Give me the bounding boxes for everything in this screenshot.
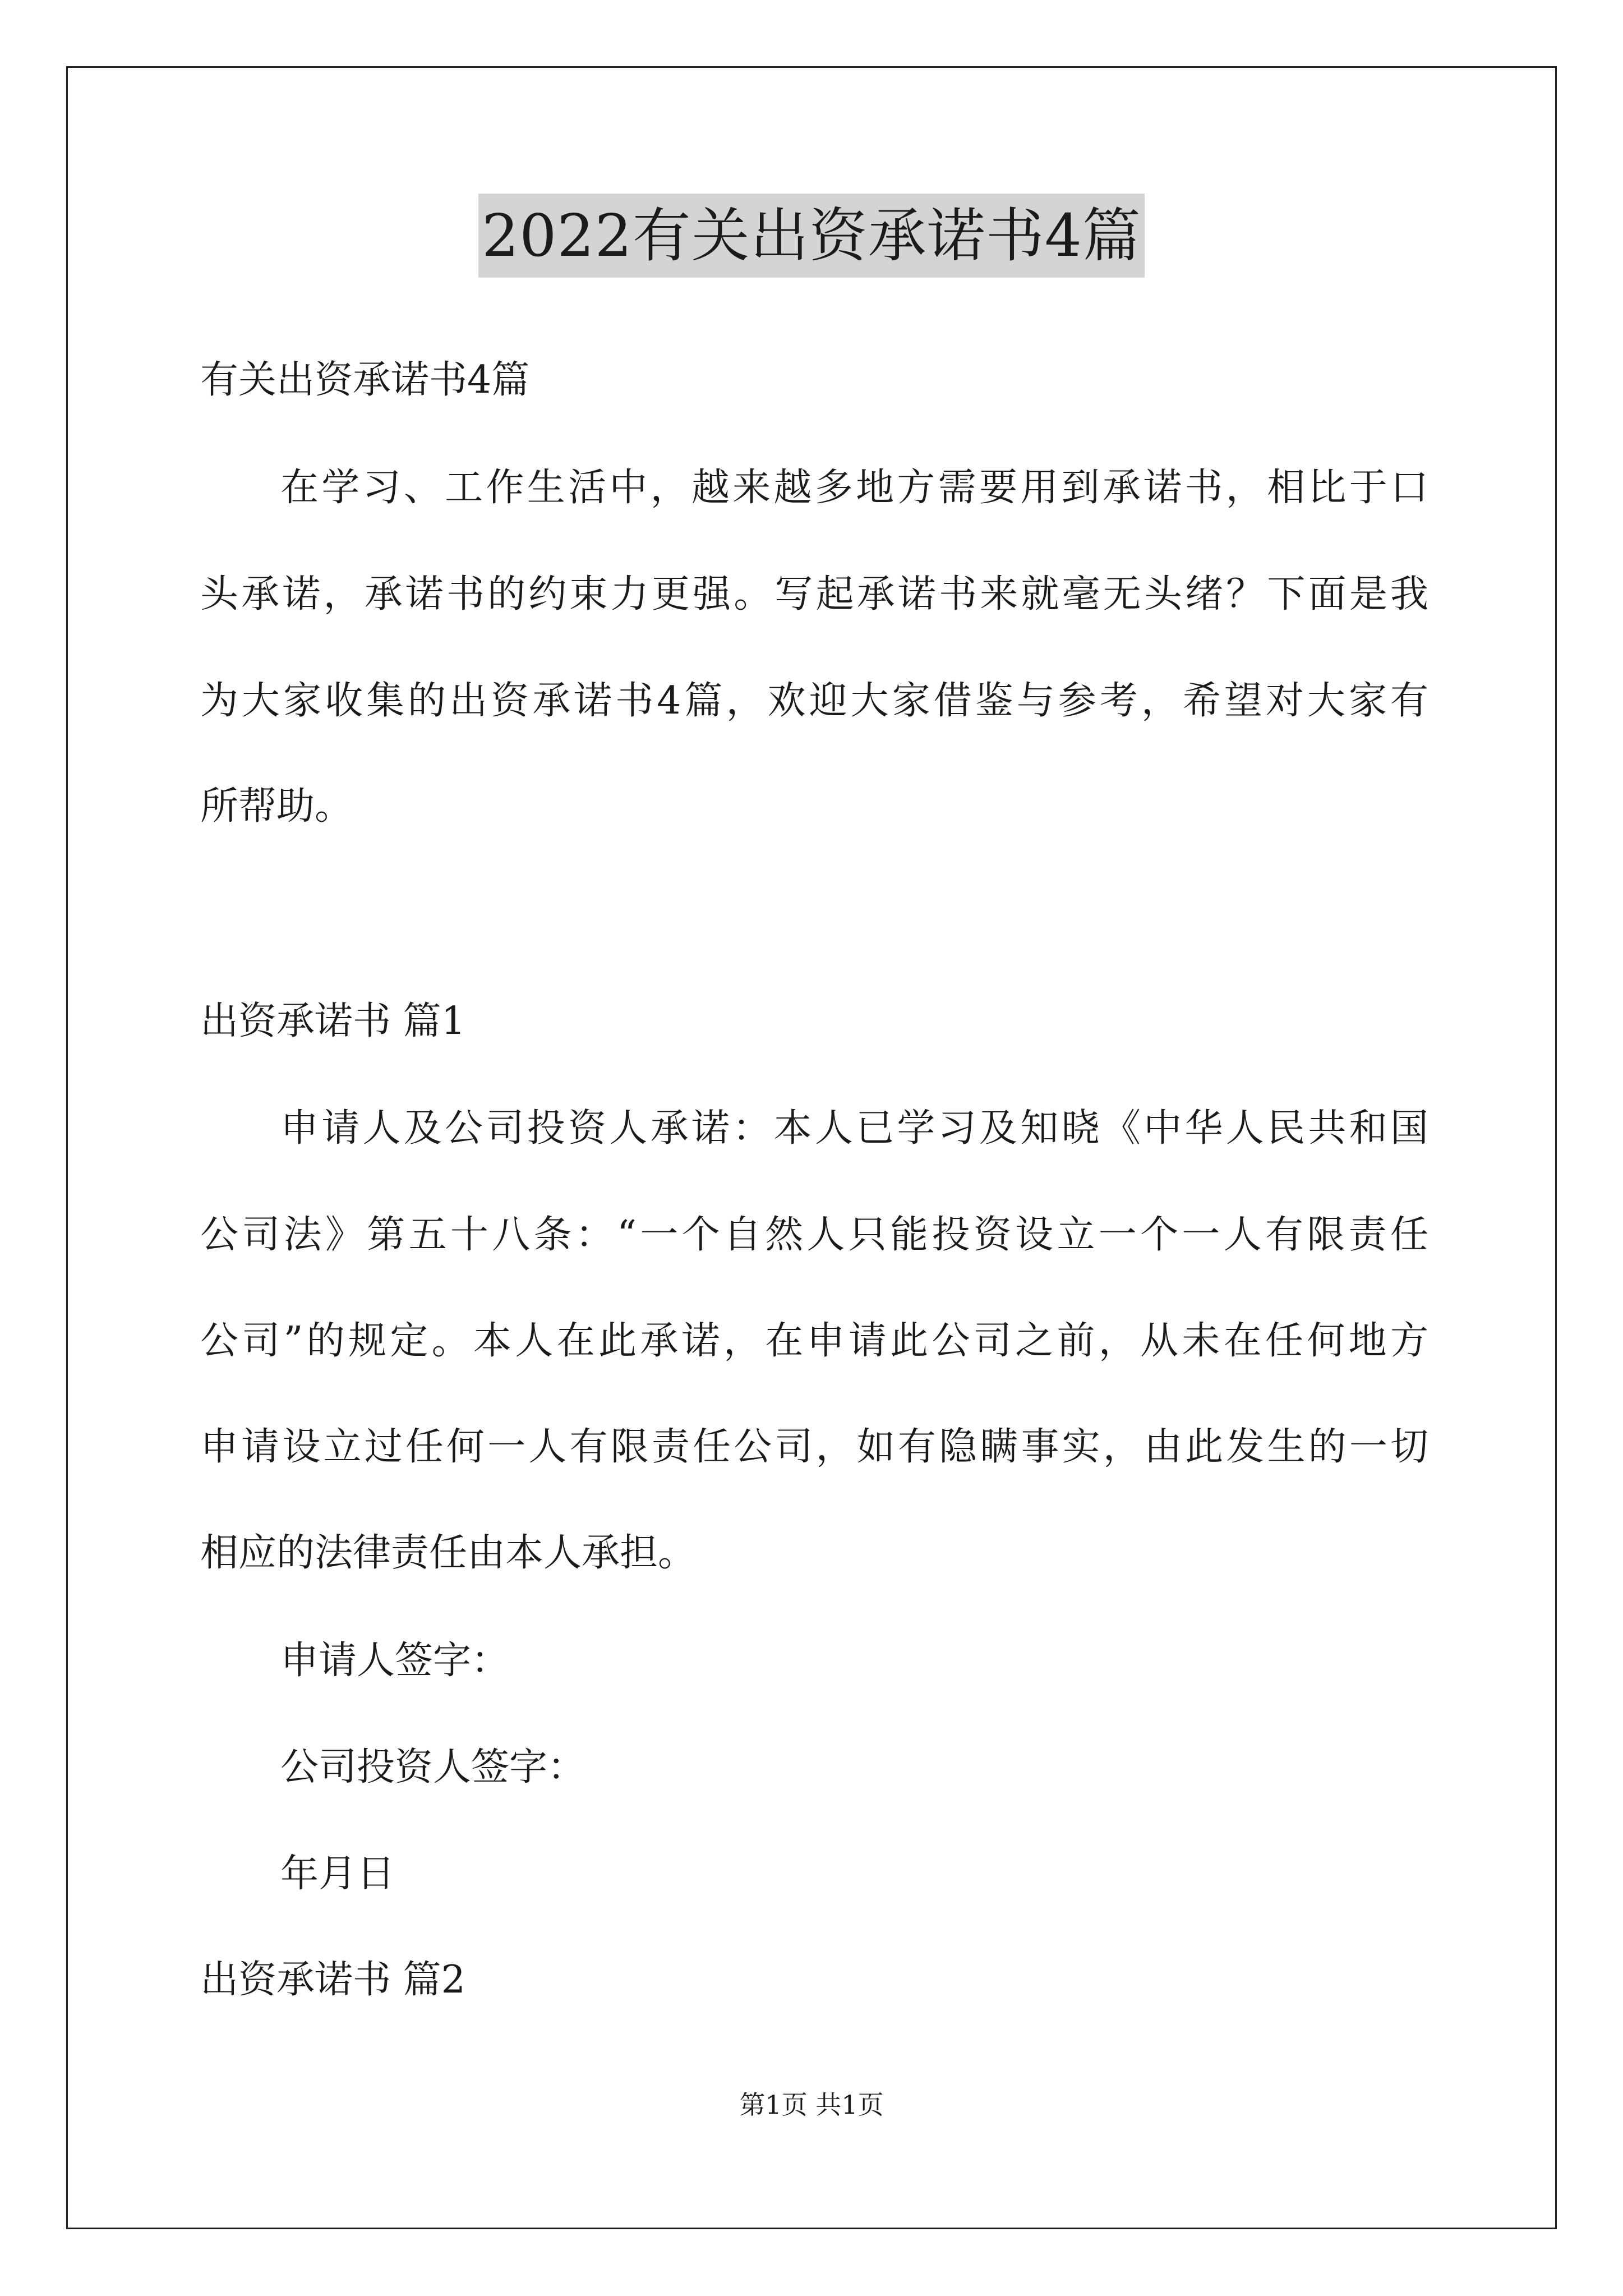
applicant-signature: 申请人签字： [280,1639,510,1683]
section-heading-1: 出资承诺书 篇1 [200,999,465,1043]
intro-line-4: 所帮助。 [200,784,353,829]
body-line-1: 申请人及公司投资人承诺：本人已学习及知晓《中华人民共和国 [280,1106,1428,1151]
page-footer: 第1页 共1页 [739,2090,884,2120]
investor-signature: 公司投资人签字： [280,1745,586,1789]
body-line-4: 申请设立过任何一人有限责任公司，如有隐瞒事实，由此发生的一切 [200,1425,1428,1469]
subtitle-line: 有关出资承诺书4篇 [200,358,530,402]
document-title: 2022有关出资承诺书4篇 [478,194,1145,278]
body-line-5: 相应的法律责任由本人承担。 [200,1531,697,1575]
intro-line-3: 为大家收集的出资承诺书4篇，欢迎大家借鉴与参考，希望对大家有 [200,679,1428,723]
intro-line-1: 在学习、工作生活中，越来越多地方需要用到承诺书，相比于口 [280,466,1428,510]
body-line-3: 公司”的规定。本人在此承诺，在申请此公司之前，从未在任何地方 [200,1319,1428,1363]
body-line-2: 公司法》第五十八条：“一个自然人只能投资设立一个一人有限责任 [200,1213,1428,1257]
date-line: 年月日 [280,1852,395,1896]
section-heading-2: 出资承诺书 篇2 [200,1958,465,2002]
title-wrap [0,194,1623,278]
intro-line-2: 头承诺，承诺书的约束力更强。写起承诺书来就毫无头绪？下面是我 [200,572,1428,616]
